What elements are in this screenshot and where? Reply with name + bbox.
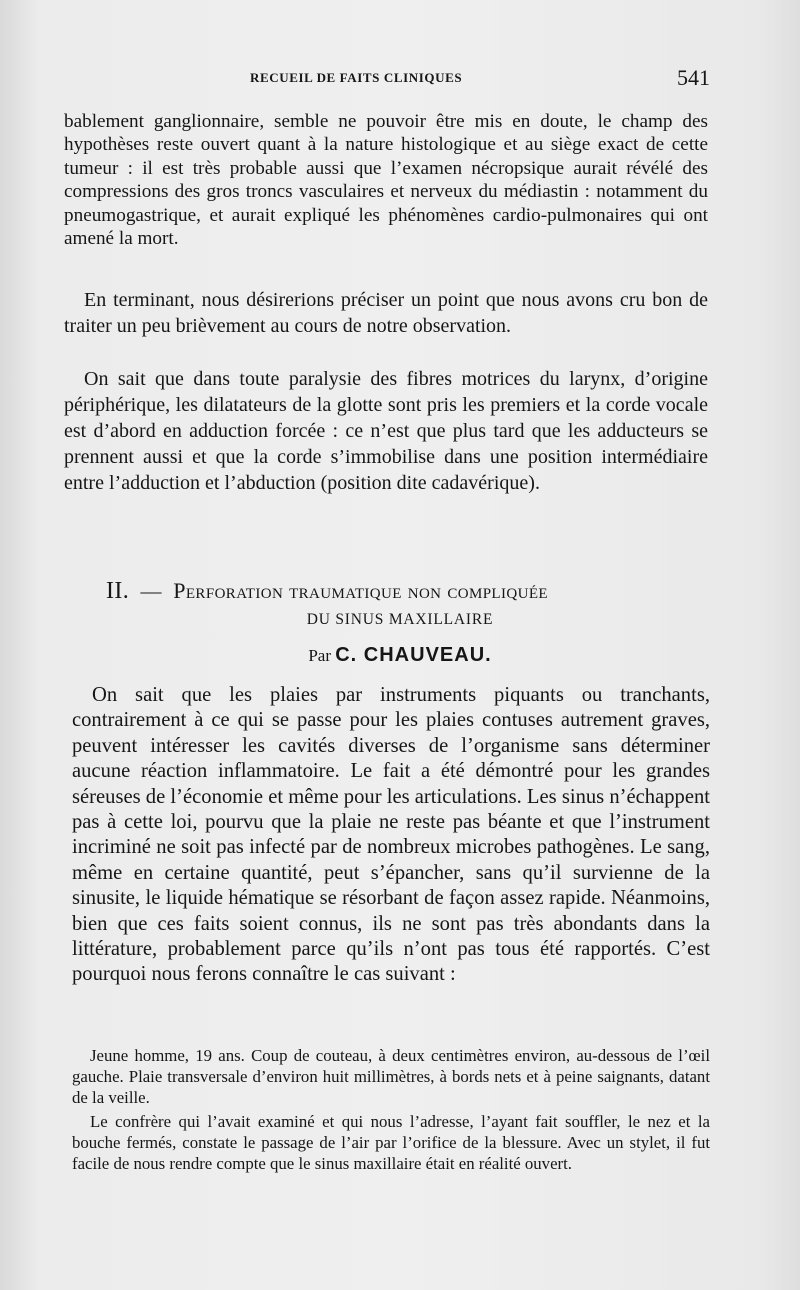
author-name: C. CHAUVEAU. xyxy=(335,644,492,666)
paragraph-introduction: On sait que les plaies par instruments piquants ou tranchants, contrairement à ce qui se passe pour les plaies contuses autrement graves, peuvent intéresser les cavités diverses de l’organisme sans déterminer aucune réaction inflammatoire. Le fait a été démontré pour les grandes séreuses de l’économie et même pour les articulations. Les sinus n’échappent pas à cette loi, pourvu que la plaie ne reste pas béante et que l’instrument incriminé ne soit pas infecté par de nombreux microbes pathogènes. Le sang, même en certaine quantité, peut s’épancher, sans qu’il survienne de la sinusite, le liquide hématique se résorbant de façon assez rapide. Néanmoins, bien que ces faits soient connus, ils ne sont pas très abondants dans la littérature, probablement parce qu’ils n’ont pas tous été rapportés. C’est pourquoi nous ferons connaître le cas suivant : xyxy=(72,684,710,986)
paragraph-continuation: bablement ganglionnaire, semble ne pouvoir être mis en doute, le champ des hypothèses reste ouvert quant à la nature histologique et au siège exact de cette tumeur : il est très probable aussi que l’examen nécropsique aurait révélé des compressions des gros troncs vasculaires et nerveux du médiastin : notamment du pneumogastrique, et aurait expliqué les phénomènes cardio-pulmonaires qui ont amené la mort. xyxy=(64,111,708,250)
page-number: 541 xyxy=(677,65,710,90)
byline-prefix: Par xyxy=(308,646,331,665)
page-header xyxy=(250,65,710,92)
section-dash: — xyxy=(140,579,162,603)
paragraph-conclusion: En terminant, nous désirerions préciser un point que nous avons cru bon de traiter un peu brièvement au cours de notre observation. xyxy=(64,289,708,337)
byline xyxy=(0,644,800,667)
case-report-paragraph: Le confrère qui l’avait examiné et qui nous l’adresse, l’ayant fait souffler, le nez et la bouche fermés, constate le passage de l’air par l’orifice de la blessure. Avec un stylet, il fut facile de nous rendre compte que le sinus maxillaire était en réalité ouvert. xyxy=(72,1112,710,1174)
running-title: RECUEIL DE FAITS CLINIQUES xyxy=(250,70,463,85)
section-title: Perforation traumatique non compliquée xyxy=(173,578,548,603)
paragraph-paralysis: On sait que dans toute paralysie des fibres motrices du larynx, d’origine périphérique, les dilatateurs de la glotte sont pris les premiers et la corde vocale est d’abord en adduction forcée : ce n’est que plus tard que les adducteurs se prennent aussi et que la corde s’immobilise dans une position intermédiaire entre l’adduction et l’abduction (position dite cadavérique). xyxy=(64,368,708,494)
section-subtitle: DU SINUS MAXILLAIRE xyxy=(306,611,494,628)
section-numeral: II. xyxy=(106,578,130,604)
section-heading xyxy=(106,578,706,605)
case-report-paragraph: Jeune homme, 19 ans. Coup de couteau, à deux centimètres environ, au-dessous de l’œil gauche. Plaie transversale d’environ huit millimètres, à bords nets et à peine saignants, datant de la veille. xyxy=(72,1046,710,1108)
